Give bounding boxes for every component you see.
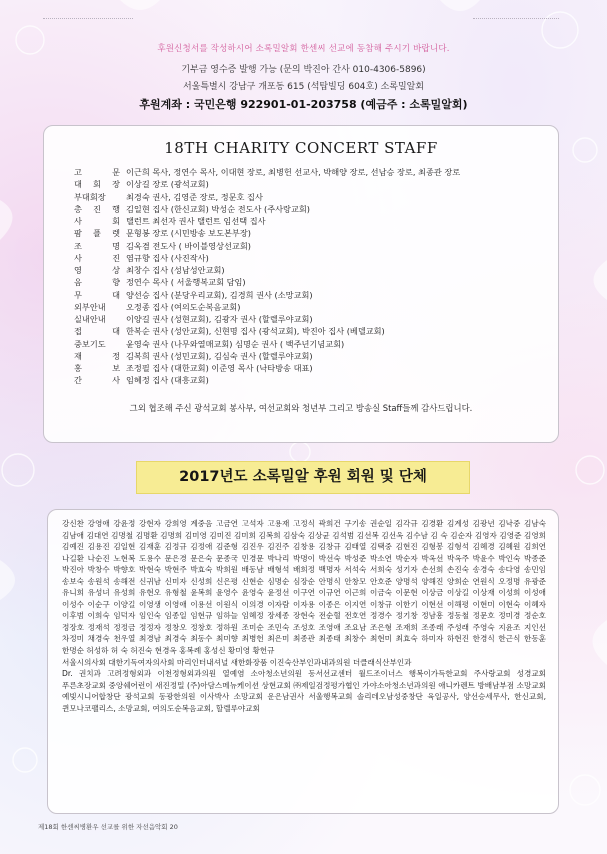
staff-names: 조정필 집사 (대한교회) 이준영 목사 (낙타방송 대표) bbox=[126, 363, 313, 373]
staff-row bbox=[74, 350, 544, 362]
staff-names: 탤런트 최선자 권사 탤런트 임선택 집사 bbox=[126, 216, 266, 226]
staff-names: 이근희 목사, 정연수 목사, 이대현 장로, 최병헌 선교사, 박해양 장로, 선남승 장로, 최종관 장로 bbox=[126, 167, 461, 177]
staff-row bbox=[74, 240, 544, 252]
staff-section bbox=[43, 125, 559, 443]
staff-row bbox=[74, 301, 544, 313]
staff-row bbox=[74, 338, 544, 350]
staff-row bbox=[74, 252, 544, 264]
staff-row bbox=[74, 227, 544, 239]
bank-account: 후원계좌 : 국민은행 922901-01-203758 (예금주 : 소록밀알회) bbox=[139, 98, 468, 111]
staff-role: 간 사 bbox=[74, 375, 120, 386]
staff-role: 대 회 장 bbox=[74, 179, 120, 190]
staff-names: 양선승 집사 (분당우리교회), 김경희 권사 (소망교회) bbox=[126, 289, 313, 300]
staff-names: 오정종 집사 (여의도순복음교회) bbox=[126, 301, 241, 312]
staff-names: 임혜정 집사 (대흥교회) bbox=[126, 375, 209, 386]
staff-names: 최경숙 권사, 김영준 장로, 정문호 집사 bbox=[126, 191, 263, 202]
banner-line-left bbox=[43, 18, 133, 20]
staff-role: 실내안내 bbox=[74, 314, 106, 324]
staff-row bbox=[74, 166, 544, 178]
staff-names: 문형봉 장로 (시민방송 보도본부장) bbox=[126, 228, 251, 239]
staff-role: 사 회 bbox=[74, 216, 120, 226]
staff-role: 접 대 bbox=[74, 326, 120, 337]
staff-names: 최창수 집사 (성남성안교회) bbox=[126, 265, 225, 275]
staff-thanks: 그외 협조해 주신 광석교회 봉사부, 여선교회와 청년부 그리고 방송실 Staff들께 감사드립니다. bbox=[129, 403, 473, 413]
staff-row bbox=[74, 362, 544, 374]
staff-role: 사 진 bbox=[74, 252, 120, 263]
staff-row bbox=[74, 374, 544, 386]
donation-notice: 후원신청서를 작성하시어 소록밀알회 한센씨 선교에 동참해 주시기 바랍니다. bbox=[157, 44, 450, 54]
staff-row bbox=[74, 264, 544, 276]
staff-names: 이상길 장로 (광석교회) bbox=[126, 179, 209, 190]
staff-role: 음 향 bbox=[74, 277, 120, 288]
staff-row bbox=[74, 178, 544, 190]
staff-row bbox=[74, 203, 544, 215]
staff-row bbox=[74, 313, 544, 325]
staff-role: 부대회장 bbox=[74, 191, 106, 202]
staff-role: 영 상 bbox=[74, 265, 120, 275]
staff-names: 김일현 집사 (한신교회) 박성순 전도사 (주사랑교회) bbox=[126, 203, 310, 214]
staff-list bbox=[74, 166, 544, 387]
staff-row bbox=[74, 191, 544, 203]
staff-names: 염규향 집사 (사진작사) bbox=[126, 252, 209, 263]
staff-role: 팜 플 렛 bbox=[74, 228, 120, 239]
staff-row bbox=[74, 289, 544, 301]
staff-role: 총 진 행 bbox=[74, 203, 120, 214]
members-paragraph: Dr. 권치과 고려정형외과 이천정형외과의원 열예염 소아청소년의원 동서선교센터 월드조이너스 행복이가득한교회 주사랑교회 성경교회 푸른초장교회 중앙쉐어런이 새진정밀 (주)아담스메뉴케이션 상현교회 ㈜제일검정평가협인 가야소아청소년과의원 애니카렌트 방배남부점 소망교회 예빛시니어합창단 광석교회 동광한의원 이사박사 소망교회 운은남권사 서울행복교회 솔리데오남성중창단 육일공사, 양선승세무사, 한신교회, 퀸모나코팰리스, 소망교회, 여의도순복음교회, 할렐루야교회 bbox=[62, 669, 546, 713]
staff-names: 한복순 권사 (성안교회), 신현명 집사 (광석교회), 박진아 집사 (베델교회) bbox=[126, 326, 385, 337]
receipt-info: 기부금 영수증 발행 가능 (문의 박진아 간사 010-4306-5896) bbox=[181, 65, 426, 75]
members-title: 2017년도 소록밀알 후원 회원 및 단체 bbox=[179, 469, 427, 485]
staff-role: 홍 보 bbox=[74, 363, 120, 373]
staff-row bbox=[74, 276, 544, 288]
staff-row bbox=[74, 215, 544, 227]
members-paragraph: 강신찬 강영애 강윤정 강현자 강희영 계중음 고금연 고석자 고용재 고정식 곽희건 구기송 권순일 김각규 김경환 김계성 김광년 김낙중 김남숙 김남애 김대연 김명철 김명환 김명희 김미영 김미진 김미희 김복희 김삼숙 김상균 김석범 김선복 김선옥 김수남 김 숙 김순자 김영자 김영준 김영희 김예진 김용진 김일현 김재훈 김정규 김정애 김준형 김진우 김진주 김창용 김창규 김태열 김택중 김현진 김형봉 김형석 김혜경 김혜원 김희연 나길환 나순진 노현복 도용수 문은경 문은숙 문종국 민경문 박나리 박명이 박선숙 박성준 박소연 박순자 박옥선 박옥주 박윤수 박인숙 박종준 박진아 박창수 박향호 박현숙 박현주 박효숙 박희원 배동남 배형석 배희정 백명자 서석숙 서희숙 성기자 손선희 손진숙 송경숙 송다영 송민임 송보숙 송원석 송해전 신귀남 신미자 신성희 신은평 신현순 심명순 심장순 안명식 안창모 안호준 양명석 양해진 양희순 연원식 오정명 유광준 유니희 유성녀 유성희 유현오 유형철 윤복희 윤영수 윤영숙 윤정선 이구연 이규연 이근희 이금숙 이문현 이상금 이상길 이상재 이성희 이성애 이성수 이순구 이양길 이영생 이영애 이용선 이원식 이의경 이자람 이자용 이종은 이지연 이창규 이한기 이현선 이해평 이현미 이현숙 이혜자 이후범 이희숙 임덕자 임인숙 임종일 임현규 임하늘 임혜정 장세종 장현숙 전순혈 전호연 정경수 정기창 정남흥 정동철 정문호 정미경 정순호 정장호 정재석 정정금 정정자 정창오 정창호 정하원 조미순 조민숙 조성호 조영애 조요남 조은형 조재희 조종래 주성래 주영숙 지윤조 지인선 차정미 채경숙 천우열 최경남 최경숙 최동수 최미향 최병헌 최은미 최종관 최종태 최창수 최현미 최효숙 하미자 하현진 한경식 한근식 한동훈 한명순 허성하 허 숙 허진숙 현경옥 홍복례 홍성신 황미영 황헌규 bbox=[62, 519, 546, 656]
banner-line-right bbox=[473, 18, 559, 20]
staff-names: 김복희 권사 (성민교회), 김심숙 권사 (할렐루야교회) bbox=[126, 350, 313, 361]
staff-names: 윤영숙 권사 (나무와열매교회) 심명순 권사 ( 백주년기념교회) bbox=[126, 338, 345, 349]
members-banner bbox=[136, 461, 470, 494]
staff-role: 중보기도 bbox=[74, 338, 106, 349]
address: 서울특별시 강남구 개포동 615 (석탑빌딩 604호) 소록밀알회 bbox=[182, 82, 425, 92]
staff-names: 이양길 권사 (성현교회), 김광자 권사 (할렐루야교회) bbox=[126, 314, 313, 324]
staff-role: 무 대 bbox=[74, 289, 120, 300]
staff-role: 재 정 bbox=[74, 350, 120, 361]
staff-title: 18TH CHARITY CONCERT STAFF bbox=[164, 139, 438, 157]
members-section bbox=[47, 509, 559, 814]
staff-names: 정연수 목사 ( 서울행복교회 담임) bbox=[126, 277, 246, 288]
staff-row bbox=[74, 325, 544, 337]
staff-names: 김옥겸 전도사 ( 바이블영상선교회) bbox=[126, 240, 251, 251]
staff-role: 외부안내 bbox=[74, 301, 106, 312]
staff-role: 고 문 bbox=[74, 167, 120, 177]
members-paragraph: 서울시의사회 대한기독여자의사회 마리인터내셔널 새한화장품 이진숙산부인과내과의원 더클래식산부인과 bbox=[62, 657, 412, 667]
page-footer: 제18회 한센씨병환우 선교를 위한 자선음악회 20 bbox=[38, 823, 178, 831]
members-list bbox=[62, 518, 546, 714]
staff-role: 조 명 bbox=[74, 240, 120, 251]
